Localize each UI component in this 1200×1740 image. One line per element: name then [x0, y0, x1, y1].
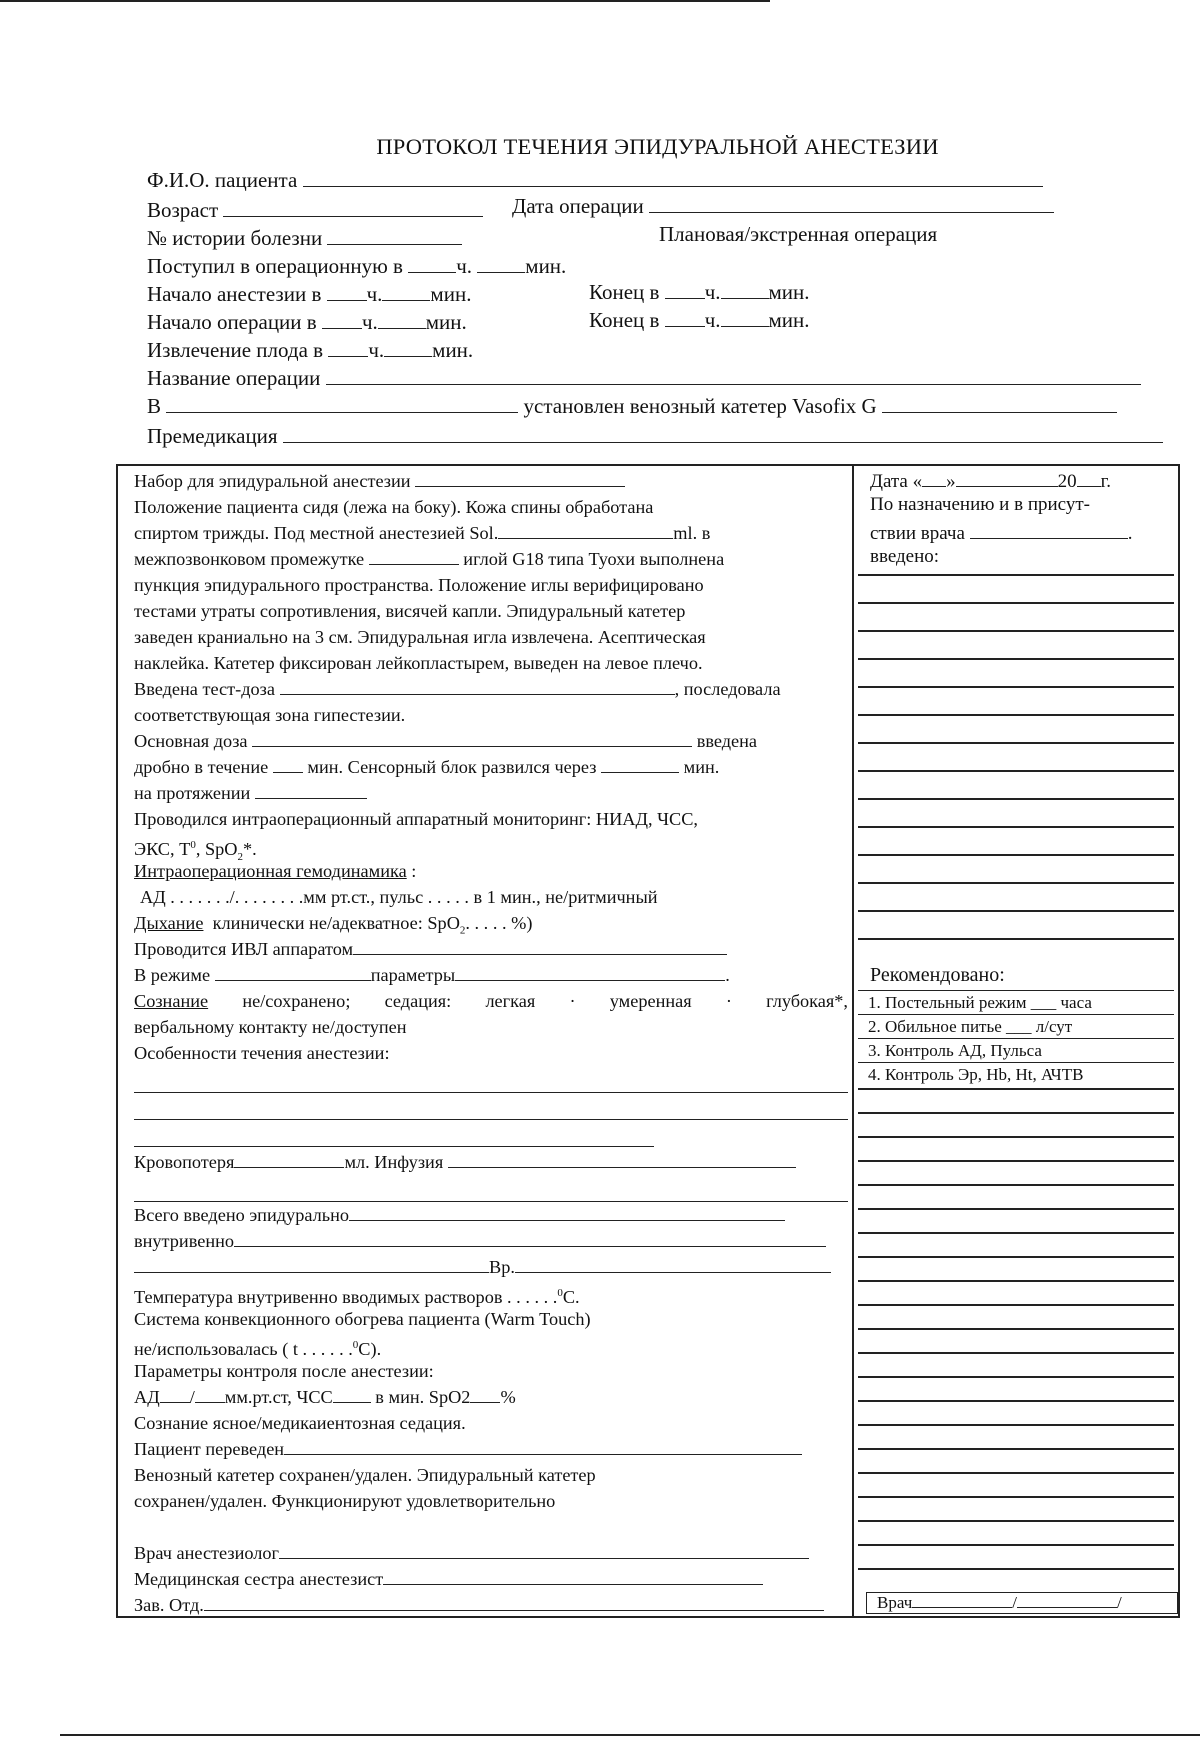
nurse-field[interactable]: [383, 1566, 763, 1585]
quote-close: »: [946, 471, 956, 492]
test-dose-field[interactable]: [280, 676, 675, 695]
premed-label: Премедикация: [147, 424, 278, 448]
hours-label: ч.: [361, 310, 378, 334]
main-dose-row: [134, 728, 848, 754]
fetus-min-field[interactable]: [384, 338, 432, 357]
recommended-label: Рекомендовано:: [870, 964, 1005, 986]
order-line[interactable]: [858, 658, 1174, 660]
v-label: В: [147, 394, 162, 418]
catheter-location-field[interactable]: [166, 394, 518, 413]
spo2-field[interactable]: [470, 1384, 500, 1403]
op-start-label: Начало операции в: [147, 310, 317, 334]
order-line[interactable]: [858, 714, 1174, 716]
date-day-field[interactable]: [922, 468, 946, 487]
spo2-sub: 2: [237, 850, 243, 863]
position-text: Положение пациента сидя (лежа на боку). Кожа спины обработана: [134, 497, 654, 517]
rec-line[interactable]: [858, 1424, 1174, 1426]
age-field[interactable]: [223, 198, 483, 217]
hours-label: ч.: [704, 280, 721, 304]
block-label: мин. Сенсорный блок развился через: [307, 757, 597, 777]
puncture-text: пункция эпидурального пространства. Положение иглы верифицировано: [134, 575, 704, 595]
consciousness-row: [134, 988, 848, 1014]
degree-sup: 0: [557, 1287, 563, 1299]
kit-label: Набор для эпидуральной анестезии: [134, 471, 411, 491]
given-label: введена: [696, 731, 758, 751]
local-anest-row: [134, 520, 848, 546]
anest-start-min-field[interactable]: [382, 282, 430, 301]
breathing-text: клинически не/адекватное: SpO: [212, 913, 460, 933]
order-line[interactable]: [858, 826, 1174, 828]
nurse-label: Медицинская сестра анестезист: [134, 1569, 384, 1589]
order-line[interactable]: [858, 798, 1174, 800]
time-field[interactable]: [515, 1254, 831, 1273]
fractional-min-field[interactable]: [273, 754, 303, 773]
min-label: мин.: [430, 282, 472, 306]
transferred-label: Пациент переведен: [134, 1439, 285, 1459]
breathing-tail: . . . . . %): [465, 913, 533, 933]
given-label: введено:: [870, 546, 940, 567]
order-doctor-label: ствии врача: [870, 523, 965, 544]
admitted-row: [147, 254, 566, 279]
consciousness-post-text: Сознание ясное/медикаиентозная седация.: [134, 1413, 466, 1433]
history-field[interactable]: [327, 226, 462, 245]
end-label: Конец в: [589, 308, 660, 332]
anest-end-row: [589, 280, 810, 305]
fetus-hours-field[interactable]: [328, 338, 368, 357]
interspace-field[interactable]: [369, 546, 459, 565]
hemodynamics-label: Интраоперационная гемодинамика: [134, 861, 407, 881]
rec-line[interactable]: [858, 1496, 1174, 1498]
premed-field[interactable]: [283, 424, 1163, 443]
breathing-row: [134, 910, 848, 936]
extent-field[interactable]: [255, 780, 367, 799]
main-dose-label: Основная доза: [134, 731, 248, 751]
doctor-signature-box: [866, 1592, 1178, 1614]
warming-use-label: не/использовалась ( t . . . . . .: [134, 1339, 353, 1360]
op-end-hours-field[interactable]: [665, 308, 705, 327]
temp-sup: 0: [190, 839, 196, 851]
hours-label: ч.: [704, 308, 721, 332]
rec-item: 3. Контроль АД, Пульса: [858, 1038, 1174, 1063]
anest-end-min-field[interactable]: [721, 280, 769, 299]
rec-item: 2. Обильное питье ___ л/сут: [858, 1014, 1174, 1039]
mode-field[interactable]: [215, 962, 371, 981]
local-anest-label: спиртом трижды. Под местной анестезией Sol.: [134, 523, 499, 543]
total-epidural-field[interactable]: [349, 1202, 785, 1221]
warming-text: Система конвекционного обогрева пациента (Warm Touch): [134, 1309, 591, 1329]
doctor-row: [134, 1540, 848, 1566]
min-label: мин.: [432, 338, 474, 362]
bp-sys-field[interactable]: [160, 1384, 190, 1403]
features-label: Особенности течения анестезии:: [134, 1043, 390, 1063]
min-label: мин.: [525, 254, 567, 278]
age-row: [147, 198, 483, 223]
features-line-1[interactable]: [134, 1066, 848, 1093]
monitoring-params: [134, 832, 848, 863]
degree-sup: 0: [352, 1339, 359, 1351]
procedure-column: [134, 468, 848, 1618]
breathing-label: Дыхание: [134, 913, 204, 933]
anest-start-label: Начало анестезии в: [147, 282, 322, 306]
bp-text: АД . . . . . . ./. . . . . . . .мм рт.ст., пульс . . . . . в 1 мин., не/ритмичный: [140, 887, 658, 907]
extent-label: на протяжении: [134, 783, 251, 803]
iv-label: внутривенно: [134, 1231, 235, 1251]
order-line[interactable]: [858, 770, 1174, 772]
op-start-row: [147, 310, 467, 335]
op-date-label: Дата операции: [512, 194, 644, 218]
sticker-text: наклейка. Катетер фиксирован лейкопластырем, выведен на левое плечо.: [134, 653, 703, 673]
year-prefix: 20: [1057, 471, 1077, 492]
nurse-row: [134, 1566, 848, 1592]
rec-line[interactable]: [858, 1400, 1174, 1402]
hours-label: ч.: [456, 254, 473, 278]
test-dose-row: [134, 676, 848, 702]
celsius: С).: [358, 1339, 382, 1360]
kit-row: [134, 468, 848, 494]
rec-line[interactable]: [858, 1280, 1174, 1282]
colon: :: [406, 861, 417, 881]
op-start-hours-field[interactable]: [322, 310, 362, 329]
total-epidural-row: [134, 1202, 848, 1228]
patient-name-label: Ф.И.О. пациента: [147, 168, 298, 192]
time-label: Вр.: [489, 1257, 515, 1277]
ml-label: ml. в: [673, 523, 711, 543]
infusion-line[interactable]: [134, 1175, 848, 1202]
hr-label: мм.рт.ст, ЧСС: [224, 1387, 333, 1407]
interspace-label: межпозвонковом промежутке: [134, 549, 365, 569]
rec-line[interactable]: [858, 1520, 1174, 1522]
age-label: Возраст: [147, 198, 219, 222]
infusion-field[interactable]: [448, 1149, 796, 1168]
column-divider: [852, 464, 854, 1616]
rec-line[interactable]: [858, 1208, 1174, 1210]
blood-loss-label: Кровопотеря: [134, 1152, 235, 1172]
venous-text-2: сохранен/удален. Функционируют удовлетворительно: [134, 1491, 556, 1511]
warming-use-row: [134, 1332, 848, 1358]
asterisk: *.: [242, 839, 257, 860]
ventilation-row: [134, 936, 848, 962]
history-label: № истории болезни: [147, 226, 323, 250]
catheter-text: заведен краниально на 3 см. Эпидуральная игла извлечена. Асептическая: [134, 627, 706, 647]
year-suffix: г.: [1100, 471, 1112, 492]
end-label: Конец в: [589, 280, 660, 304]
op-type-label: Плановая/экстренная операция: [659, 222, 938, 246]
time-row: [134, 1254, 848, 1280]
op-name-row: [147, 366, 1141, 391]
order-line[interactable]: [858, 574, 1174, 576]
doctor-sig-label: Врач: [877, 1593, 913, 1612]
total-epidural-label: Всего введено эпидурально: [134, 1205, 349, 1225]
op-start-min-field[interactable]: [378, 310, 426, 329]
blood-loss-field[interactable]: [234, 1149, 344, 1168]
post-params-label: Параметры контроля после анестезии:: [134, 1361, 434, 1381]
verbal-text: вербальному контакту не/доступен: [134, 1017, 407, 1037]
anest-start-hours-field[interactable]: [327, 282, 367, 301]
order-line[interactable]: [858, 854, 1174, 856]
order-line[interactable]: [858, 910, 1174, 912]
doctor-label: Врач анестезиолог: [134, 1543, 280, 1563]
hypesthesia-text: соответствующая зона гипестезии.: [134, 705, 406, 725]
tests-text: тестами утраты сопротивления, висячей капли. Эпидуральный катетер: [134, 601, 686, 621]
op-name-label: Название операции: [147, 366, 321, 390]
features-line-2[interactable]: [134, 1093, 848, 1120]
period: .: [1127, 523, 1133, 544]
patient-name-row: [147, 168, 1043, 193]
fetus-row: [147, 338, 473, 363]
post-vitals-row: [134, 1384, 848, 1410]
anest-end-hours-field[interactable]: [665, 280, 705, 299]
sedation-text: не/сохранено; седация: легкая · умеренная · глубокая*,: [242, 991, 848, 1011]
admitted-label: Поступил в операционную в: [147, 254, 403, 278]
rec-line[interactable]: [858, 1256, 1174, 1258]
spo2-sub: 2: [459, 924, 466, 937]
spo2-label: , SpO: [195, 839, 238, 860]
rec-line[interactable]: [858, 1328, 1174, 1330]
doctor-sig-field-2[interactable]: [1017, 1593, 1117, 1608]
hemodynamics-row: [134, 858, 848, 884]
date-month-field[interactable]: [956, 468, 1058, 487]
doctor-field[interactable]: [279, 1540, 809, 1559]
mode-row: В режиме параметры .: [134, 962, 848, 988]
head-field[interactable]: [204, 1592, 824, 1611]
temperature-row: [134, 1280, 848, 1306]
head-label: Зав. Отд.: [134, 1595, 204, 1615]
transferred-row: [134, 1436, 848, 1462]
fetus-label: Извлечение плода в: [147, 338, 324, 362]
catheter-row: [147, 394, 1117, 419]
percent: %: [500, 1387, 516, 1407]
page-title: ПРОТОКОЛ ТЕЧЕНИЯ ЭПИДУРАЛЬНОЙ АНЕСТЕЗИИ: [376, 134, 939, 159]
bottom-edge-line: [60, 1734, 1200, 1736]
premed-row: [147, 424, 1163, 449]
slash: /: [189, 1387, 195, 1407]
consciousness-label: Сознание: [134, 991, 209, 1011]
local-anest-field[interactable]: [498, 520, 673, 539]
date-year-field[interactable]: [1077, 468, 1101, 487]
min-label: мин.: [683, 757, 720, 777]
rec-line[interactable]: [858, 1568, 1174, 1570]
catheter-label: установлен венозный катетер Vasofix G: [523, 394, 877, 418]
ecg-label: ЭКС, Т: [134, 839, 191, 860]
history-row: [147, 226, 462, 251]
rec-line[interactable]: [858, 1304, 1174, 1306]
main-dose-field[interactable]: [252, 728, 692, 747]
top-edge-line: [0, 0, 770, 2]
blood-loss-row: [134, 1149, 848, 1175]
order-line[interactable]: [858, 742, 1174, 744]
test-dose-label: Введена тест-доза: [134, 679, 276, 699]
kit-field[interactable]: [415, 468, 625, 487]
rec-line[interactable]: [858, 1472, 1174, 1474]
catheter-size-field[interactable]: [882, 394, 1117, 413]
order-line[interactable]: [858, 686, 1174, 688]
admitted-hours-field[interactable]: [408, 254, 456, 273]
monitoring-text: Проводился интраоперационный аппаратный мониторинг: НИАД, ЧСС,: [134, 809, 698, 829]
rec-line[interactable]: [858, 1352, 1174, 1354]
rec-line[interactable]: [858, 1232, 1174, 1234]
rec-item: 4. Контроль Эр, Hb, Ht, АЧТВ: [858, 1062, 1174, 1087]
anest-start-row: [147, 282, 471, 307]
date-label: Дата «: [870, 471, 923, 492]
op-date-row: [512, 194, 1054, 219]
order-line[interactable]: [858, 630, 1174, 632]
iv-line-field[interactable]: [134, 1254, 489, 1273]
temperature-label: Температура внутривенно вводимых растворов . . . . . .: [134, 1287, 558, 1308]
date-row: [870, 468, 1111, 493]
op-end-min-field[interactable]: [721, 308, 769, 327]
mode-label: В режиме: [134, 965, 211, 985]
op-name-field[interactable]: [326, 366, 1141, 385]
patient-name-field[interactable]: [303, 168, 1043, 187]
spo2-post-label: в мин. SpO2: [375, 1387, 471, 1407]
params-label: параметры: [370, 965, 456, 985]
order-doctor-row: [870, 520, 1132, 545]
order-doctor-field[interactable]: [970, 520, 1128, 539]
venous-text-1: Венозный катетер сохранен/удален. Эпидуральный катетер: [134, 1465, 596, 1485]
doctor-sig-field-1[interactable]: [912, 1593, 1012, 1608]
order-text: По назначению и в присут-: [870, 494, 1090, 515]
needle-label: иглой G18 типа Туохи выполнена: [463, 549, 725, 569]
order-line[interactable]: [858, 938, 1174, 940]
min-label: мин.: [425, 310, 467, 334]
bp-dia-field[interactable]: [195, 1384, 225, 1403]
fractional-row: [134, 754, 848, 780]
hours-label: ч.: [368, 338, 385, 362]
order-line[interactable]: [858, 602, 1174, 604]
min-label: мин.: [768, 308, 810, 332]
features-line-3[interactable]: [134, 1120, 654, 1147]
followed-label: , последовала: [674, 679, 781, 699]
ventilation-label: Проводится ИВЛ аппаратом: [134, 939, 354, 959]
rec-line[interactable]: [858, 1544, 1174, 1546]
ventilation-field[interactable]: [353, 936, 727, 955]
rec-line[interactable]: [858, 1112, 1174, 1114]
min-label: мин.: [768, 280, 810, 304]
rec-item: 1. Постельный режим ___ часа: [858, 990, 1174, 1015]
iv-row: [134, 1228, 848, 1254]
celsius: С.: [562, 1287, 580, 1308]
params-field[interactable]: [455, 962, 725, 981]
rec-line[interactable]: [858, 1088, 1174, 1090]
hours-label: ч.: [366, 282, 383, 306]
extent-row: [134, 780, 848, 806]
head-row: [134, 1592, 848, 1618]
iv-field[interactable]: [234, 1228, 826, 1247]
interspace-row: [134, 546, 848, 572]
order-line[interactable]: [858, 882, 1174, 884]
rec-line[interactable]: [858, 1184, 1174, 1186]
hr-field[interactable]: [333, 1384, 371, 1403]
rec-line[interactable]: [858, 1376, 1174, 1378]
infusion-label: мл. Инфузия: [344, 1152, 444, 1172]
slash: /: [1012, 1593, 1017, 1612]
op-end-row: [589, 308, 810, 333]
admitted-min-field[interactable]: [477, 254, 525, 273]
slash: /: [1117, 1593, 1122, 1612]
rec-line[interactable]: [858, 1136, 1174, 1138]
op-date-field[interactable]: [649, 194, 1054, 213]
block-min-field[interactable]: [601, 754, 679, 773]
rec-line[interactable]: [858, 1448, 1174, 1450]
transferred-field[interactable]: [284, 1436, 802, 1455]
bp-label: АД: [134, 1387, 160, 1407]
fractional-label: дробно в течение: [134, 757, 269, 777]
rec-line[interactable]: [858, 1160, 1174, 1162]
